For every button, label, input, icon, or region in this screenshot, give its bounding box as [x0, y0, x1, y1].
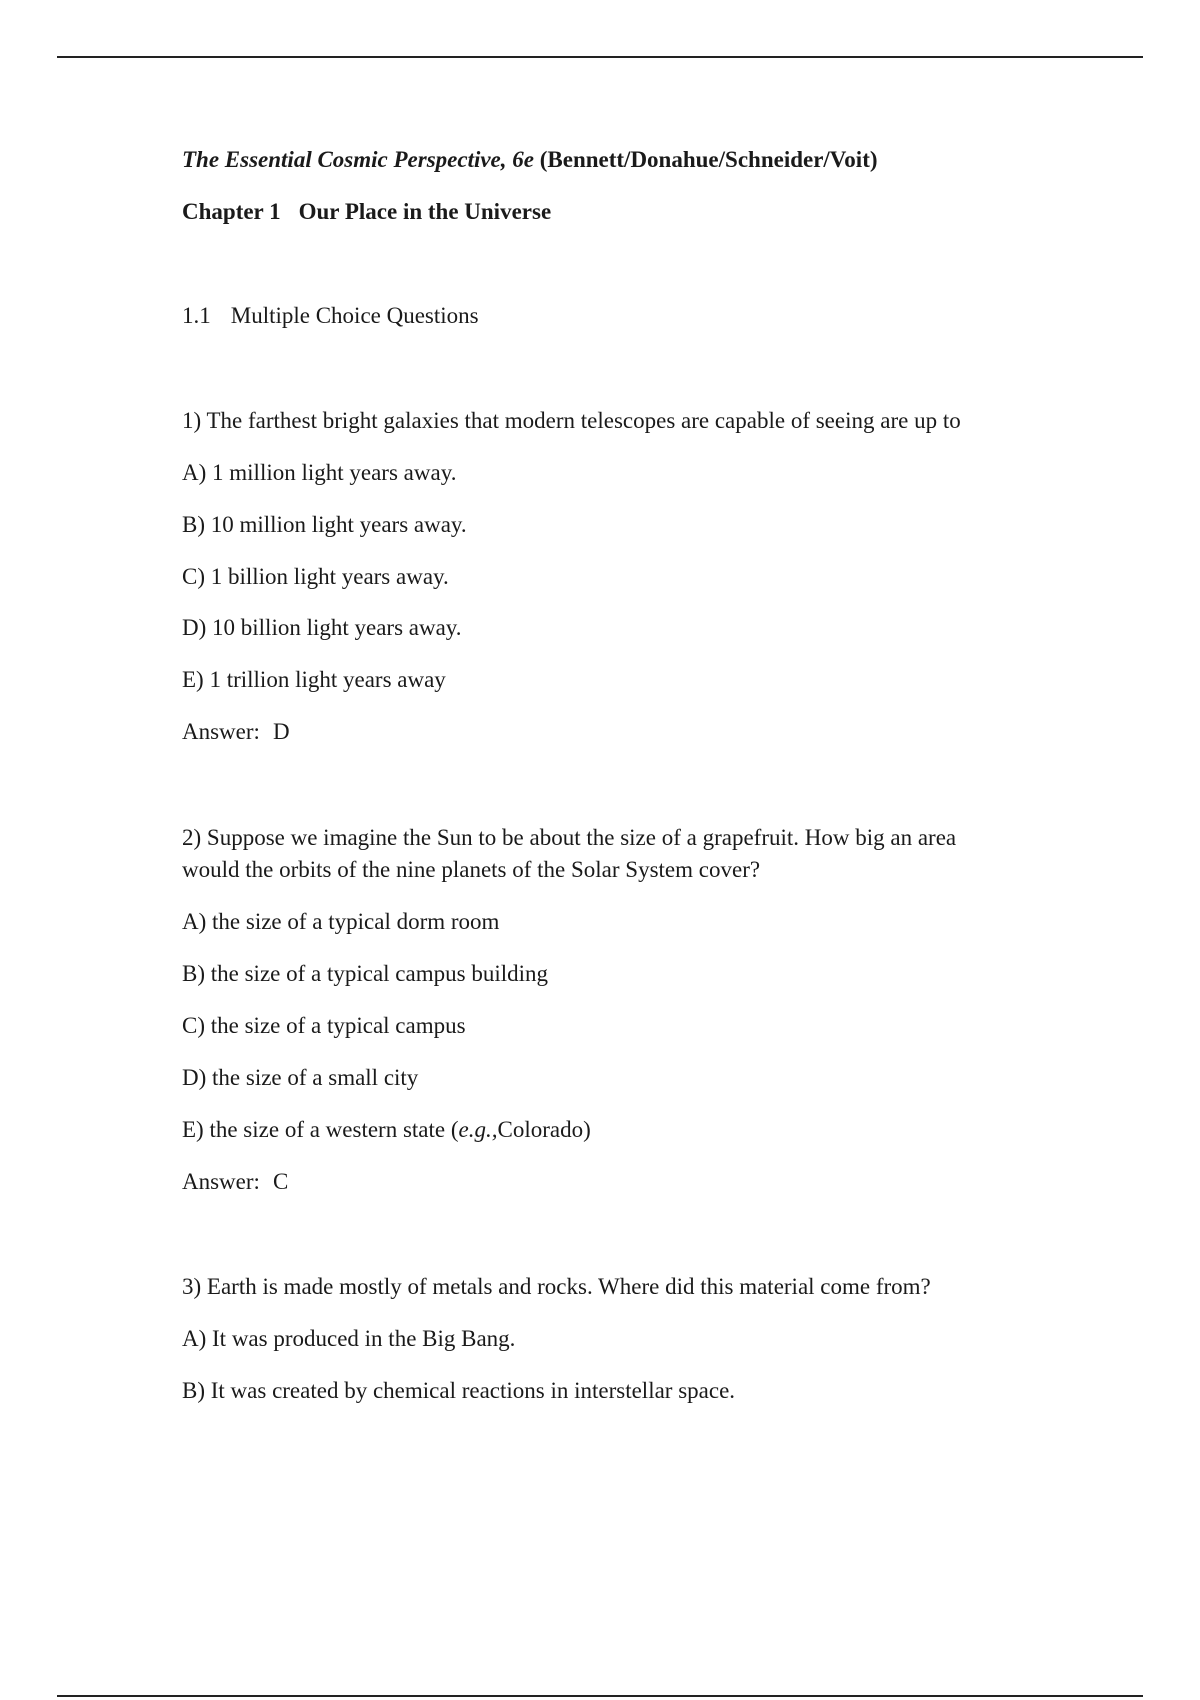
question-3-option-b: B) It was created by chemical reactions in interstellar space. — [182, 1378, 736, 1403]
answer-label: Answer: — [182, 1169, 260, 1194]
question-2-option-e — [182, 1114, 1082, 1146]
option-e-text-after: Colorado) — [497, 1117, 591, 1142]
question-2-stem: 2) Suppose we imagine the Sun to be about the size of a grapefruit. How big an area would the orbits of the nine planets of the Solar System cover? — [182, 825, 957, 882]
chapter-heading — [182, 196, 1082, 228]
answer-value: D — [272, 719, 290, 744]
question-2-option-d: D) the size of a small city — [182, 1065, 419, 1090]
question-1-option-a: A) 1 million light years away. — [182, 460, 457, 485]
section-heading — [182, 300, 1082, 332]
question-3-stem: 3) Earth is made mostly of metals and rocks. Where did this material come from? — [182, 1274, 931, 1299]
question-1-option-d: D) 10 billion light years away. — [182, 615, 462, 640]
question-2-option-a: A) the size of a typical dorm room — [182, 909, 500, 934]
question-1-answer — [182, 716, 1082, 748]
bottom-rule — [57, 1695, 1143, 1697]
top-rule — [57, 56, 1143, 58]
section-number: 1.1 — [182, 303, 211, 328]
section-title: Multiple Choice Questions — [230, 303, 479, 328]
question-2-answer — [182, 1166, 1082, 1198]
option-e-text-before: E) the size of a western state ( — [182, 1117, 459, 1142]
option-e-text-italic: e.g., — [458, 1117, 498, 1142]
question-2-option-b: B) the size of a typical campus building — [182, 961, 548, 986]
chapter-title: Our Place in the Universe — [298, 199, 552, 224]
chapter-label: Chapter 1 — [182, 199, 281, 224]
answer-label: Answer: — [182, 719, 260, 744]
document-title — [182, 144, 1082, 176]
book-title: The Essential Cosmic Perspective, 6e — [182, 147, 534, 172]
question-1-option-b: B) 10 million light years away. — [182, 512, 467, 537]
question-1-stem: 1) The farthest bright galaxies that modern telescopes are capable of seeing are up to — [182, 408, 961, 433]
book-authors: (Bennett/Donahue/Schneider/Voit) — [539, 147, 878, 172]
answer-value: C — [272, 1169, 289, 1194]
question-3-option-a: A) It was produced in the Big Bang. — [182, 1326, 516, 1351]
question-1-option-e: E) 1 trillion light years away — [182, 667, 446, 692]
question-2-option-c: C) the size of a typical campus — [182, 1013, 466, 1038]
question-1-option-c: C) 1 billion light years away. — [182, 564, 449, 589]
